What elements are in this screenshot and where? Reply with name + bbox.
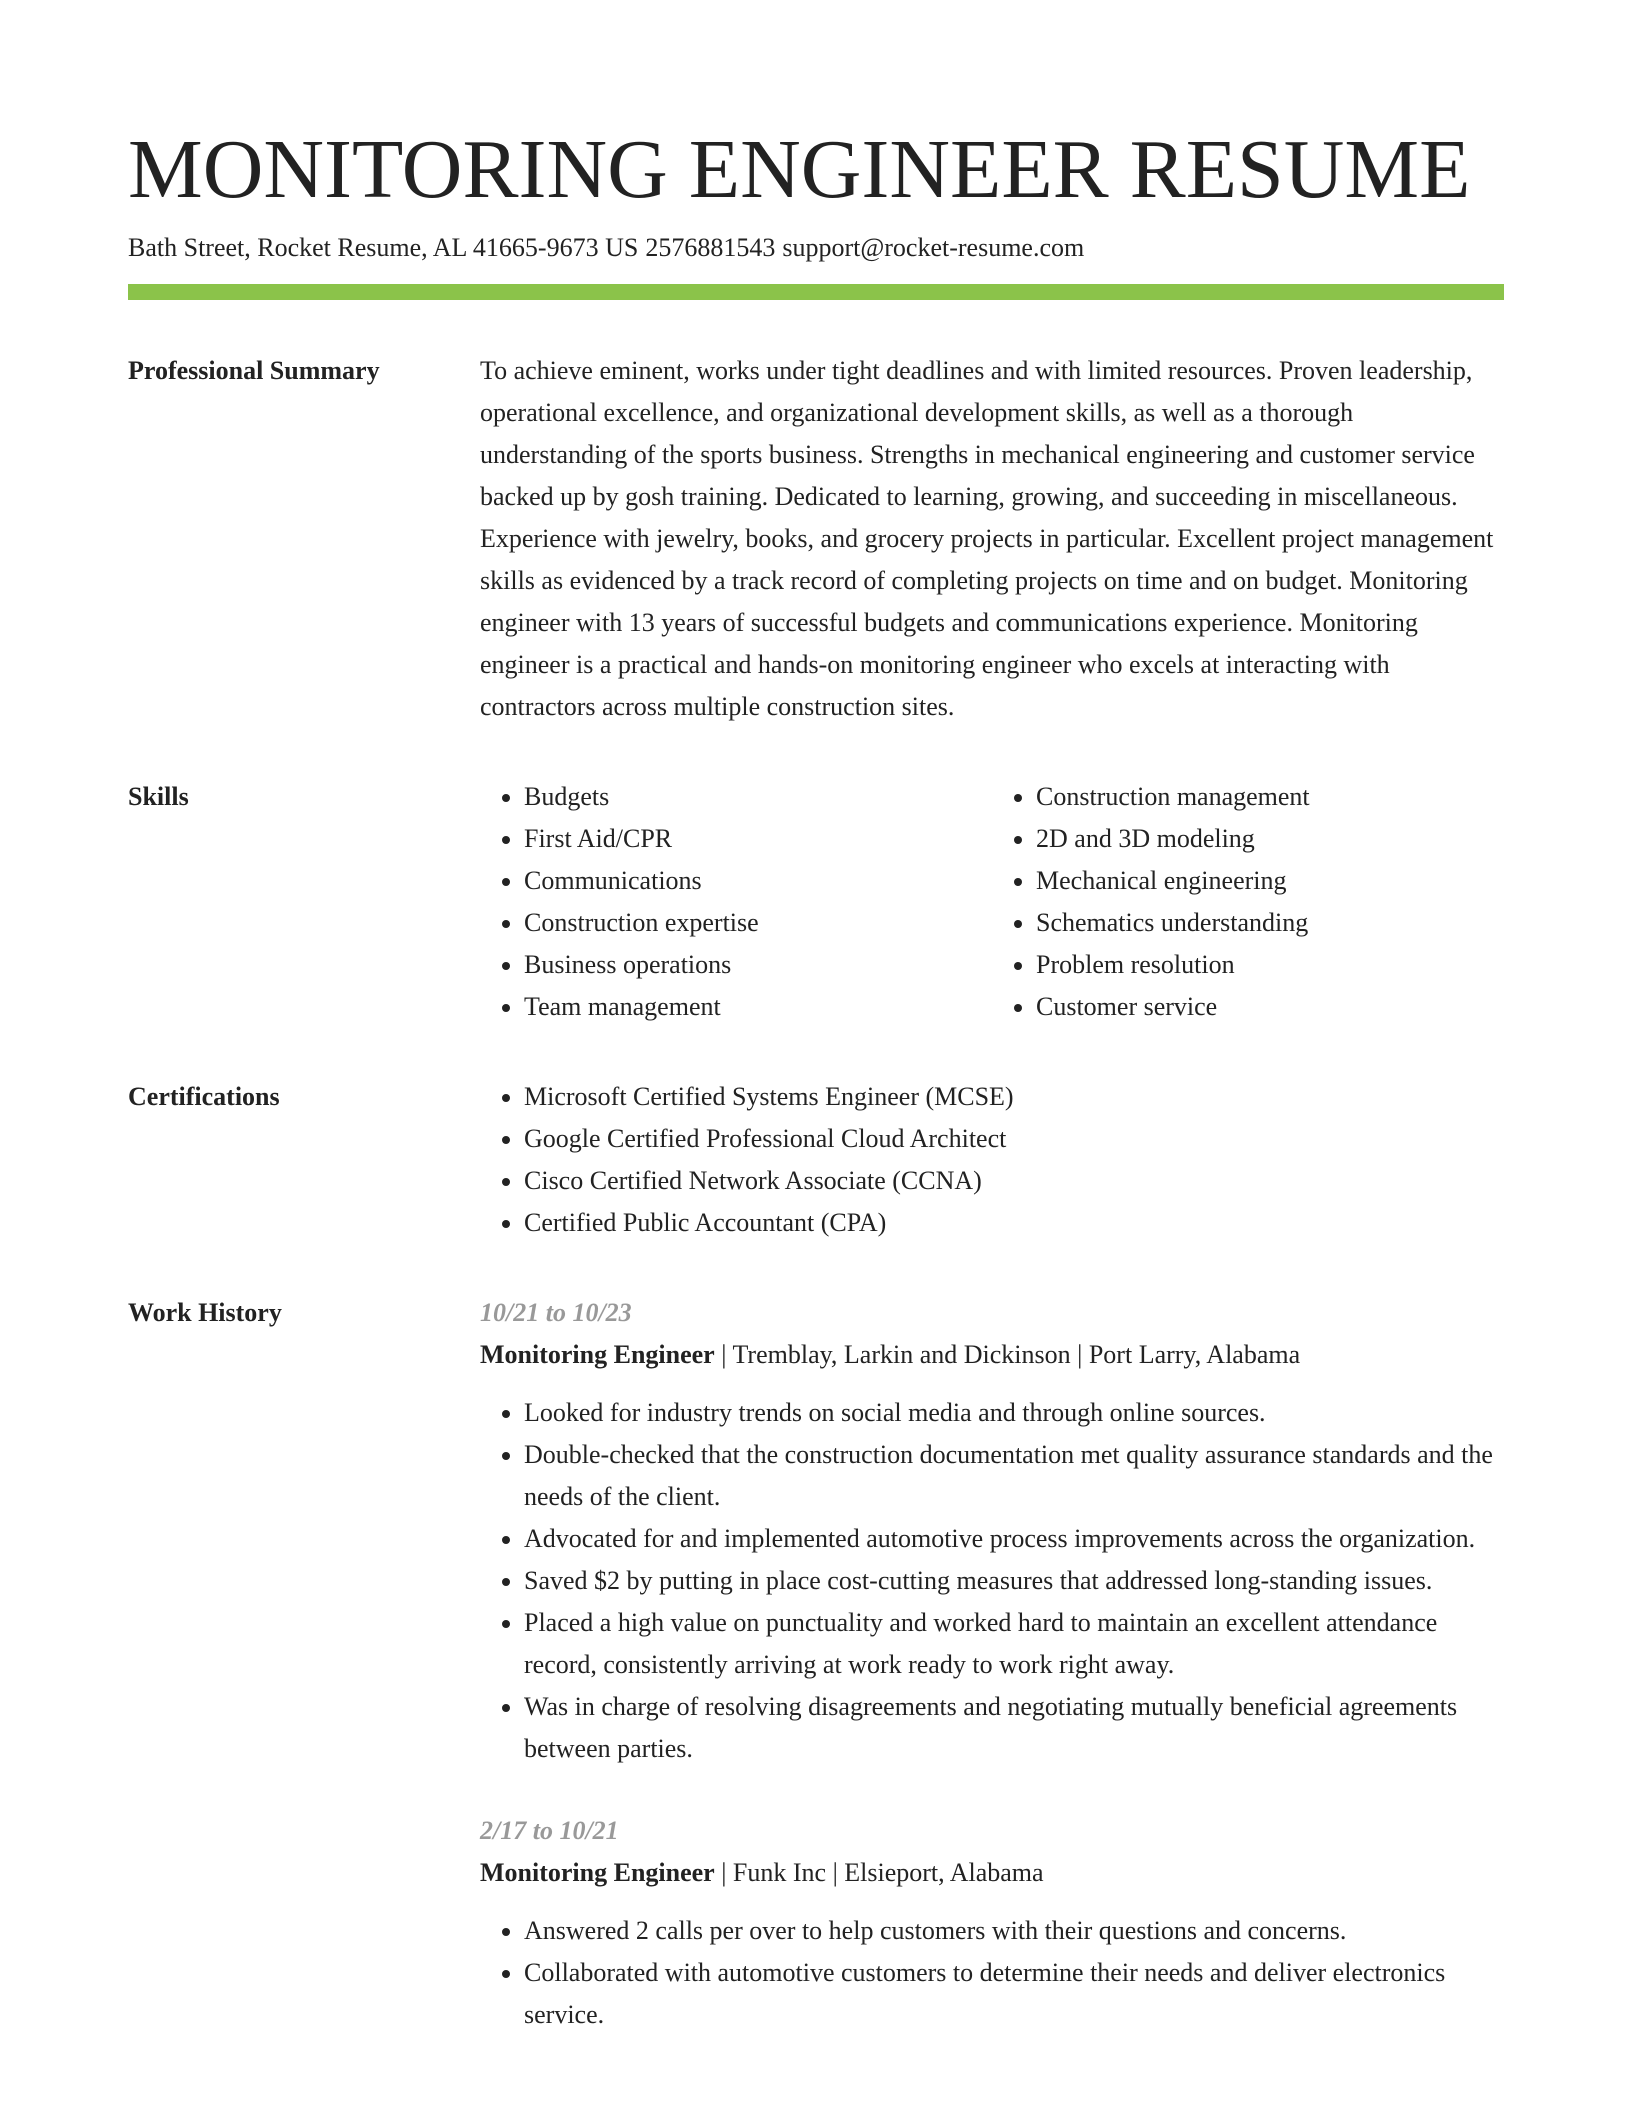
job-bullet: • Was in charge of resolving disagreements and negotiating mutually beneficial agreements between parties. — [524, 1686, 1504, 1770]
skills-heading: Skills — [128, 782, 189, 811]
job-title: Monitoring Engineer — [480, 1340, 715, 1369]
job-bullet: • Saved $2 by putting in place cost-cutting measures that addressed long-standing issues. — [524, 1560, 1504, 1602]
contact-address: Bath Street, Rocket Resume, AL 41665-9673 US — [128, 233, 639, 262]
job-dates: 2/17 to 10/21 — [480, 1816, 619, 1845]
certification-item: • Cisco Certified Network Associate (CCNA) — [524, 1160, 1504, 1202]
certification-item: • Google Certified Professional Cloud Architect — [524, 1118, 1504, 1160]
job-bullet: • Advocated for and implemented automotive process improvements across the organization. — [524, 1518, 1504, 1560]
summary-section — [128, 350, 1504, 728]
certifications-section — [128, 1076, 1504, 1244]
job-bullet: • Collaborated with automotive customers to determine their needs and deliver electronics service. — [524, 1952, 1504, 2036]
skills-grid — [480, 776, 1504, 1028]
job-bullet: • Placed a high value on punctuality and worked hard to maintain an excellent attendance record, consistently arriving at work ready to work right away. — [524, 1602, 1504, 1686]
skill-item: • Problem resolution — [1036, 944, 1504, 986]
certifications-body — [480, 1076, 1504, 1244]
summary-heading: Professional Summary — [128, 356, 380, 385]
job-line — [480, 1334, 1504, 1376]
skill-item: • Business operations — [524, 944, 992, 986]
skill-item: • Mechanical engineering — [1036, 860, 1504, 902]
job-bullet: • Answered 2 calls per over to help customers with their questions and concerns. — [524, 1910, 1504, 1952]
job-title: Monitoring Engineer — [480, 1858, 715, 1887]
job-bullet: • Double-checked that the construction documentation met quality assurance standards and the needs of the client. — [524, 1434, 1504, 1518]
resume-title: MONITORING ENGINEER RESUME — [128, 123, 1471, 216]
contact-email: support@rocket-resume.com — [782, 233, 1085, 262]
summary-text: To achieve eminent, works under tight deadlines and with limited resources. Proven leadership, operational excellence, and organizational development skills, as well as a thorough understanding of the sports business. Strengths in mechanical engineering and customer service backed up by gosh training. Dedicated to learning, growing, and succeeding in miscellaneous. Experience with jewelry, books, and grocery projects in particular. Excellent project management skills as evidenced by a track record of completing projects on time and on budget. Monitoring engineer with 13 years of successful budgets and communications experience. Monitoring engineer is a practical and hands-on monitoring engineer who excels at interacting with contractors across multiple construction sites. — [480, 356, 1494, 721]
resume-page — [128, 118, 1504, 2036]
job-bullets — [480, 1910, 1504, 2036]
skill-item: • Budgets — [524, 776, 992, 818]
skill-item: • Team management — [524, 986, 992, 1028]
summary-body — [480, 350, 1504, 728]
job-entry — [480, 1292, 1504, 1770]
certifications-heading: Certifications — [128, 1082, 280, 1111]
certifications-list — [480, 1076, 1504, 1244]
certification-item: • Microsoft Certified Systems Engineer (MCSE) — [524, 1076, 1504, 1118]
job-line — [480, 1852, 1504, 1894]
job-bullet: • Looked for industry trends on social media and through online sources. — [524, 1392, 1504, 1434]
skill-item: • Construction management — [1036, 776, 1504, 818]
skill-item: • Customer service — [1036, 986, 1504, 1028]
skill-item: • Schematics understanding — [1036, 902, 1504, 944]
certification-item: • Certified Public Accountant (CPA) — [524, 1202, 1504, 1244]
skills-left-list — [480, 776, 992, 1028]
work-history-body — [480, 1292, 1504, 2036]
skill-item: • 2D and 3D modeling — [1036, 818, 1504, 860]
skill-item: • Communications — [524, 860, 992, 902]
job-details: | Tremblay, Larkin and Dickinson | Port Larry, Alabama — [714, 1340, 1301, 1369]
accent-divider — [128, 284, 1504, 300]
skill-item: • Construction expertise — [524, 902, 992, 944]
job-dates: 10/21 to 10/23 — [480, 1298, 632, 1327]
job-entry — [480, 1810, 1504, 2036]
skills-right-list — [992, 776, 1504, 1028]
work-history-section — [128, 1292, 1504, 2036]
job-bullets — [480, 1392, 1504, 1770]
contact-line — [128, 230, 1504, 266]
job-details: | Funk Inc | Elsieport, Alabama — [714, 1858, 1044, 1887]
skills-section — [128, 776, 1504, 1028]
skill-item: • First Aid/CPR — [524, 818, 992, 860]
contact-phone: 2576881543 — [645, 233, 776, 262]
work-history-heading: Work History — [128, 1298, 282, 1327]
